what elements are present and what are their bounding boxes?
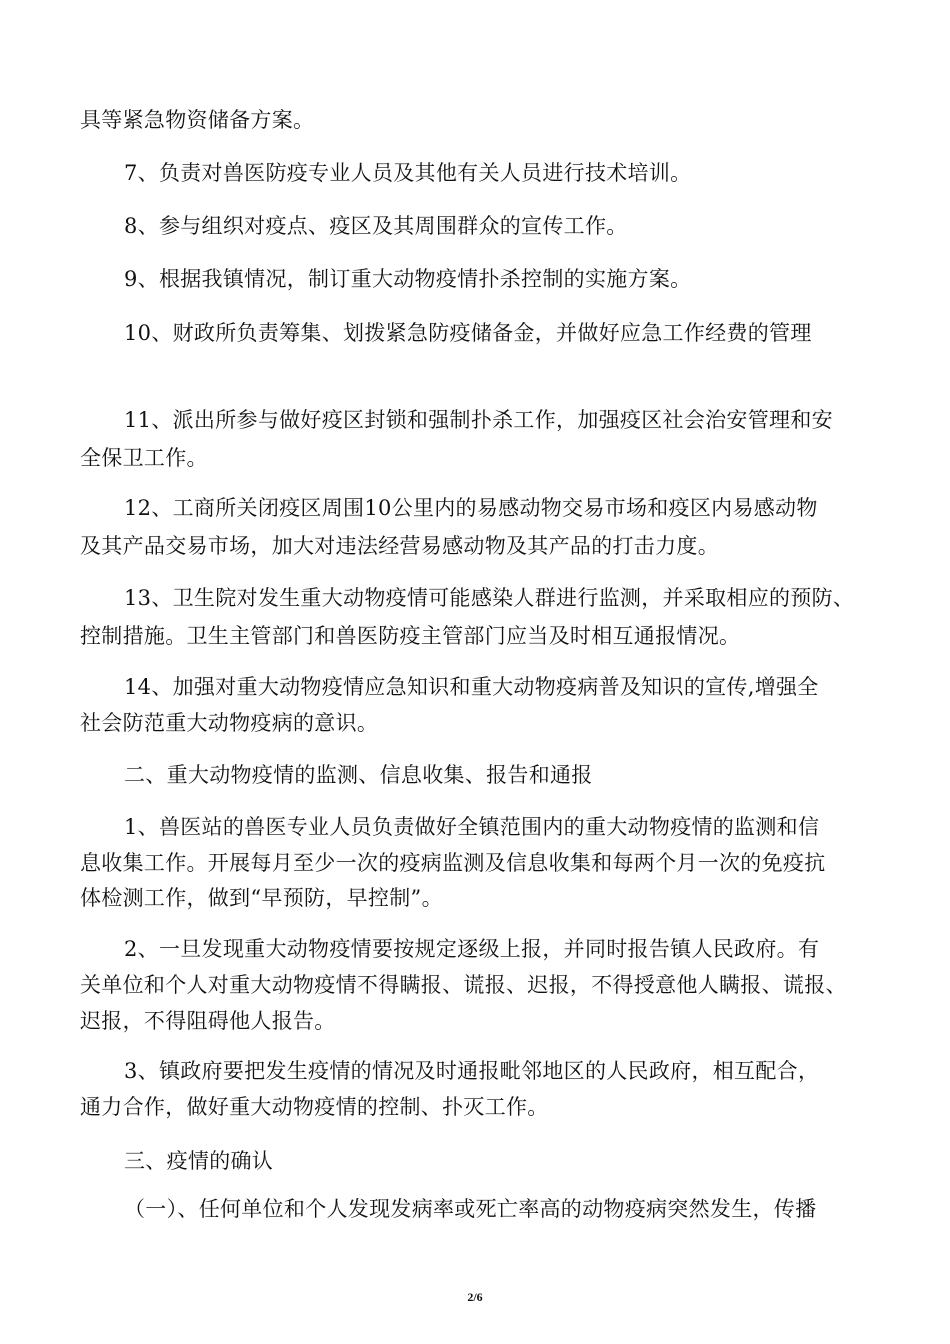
- text-line: 控制措施。卫生主管部门和兽医防疫主管部门应当及时相互通报情况。: [80, 624, 741, 648]
- text-line: 11、派出所参与做好疫区封锁和强制扑杀工作，加强疫区社会治安管理和安: [124, 408, 833, 432]
- text-line: 10、财政所负责筹集、划拨紧急防疫储备金，并做好应急工作经费的管理: [124, 321, 812, 345]
- text-line: 9、根据我镇情况，制订重大动物疫情扑杀控制的实施方案。: [124, 267, 692, 291]
- text-line: 及其产品交易市场，加大对违法经营易感动物及其产品的打击力度。: [80, 534, 719, 558]
- text-line: 具等紧急物资储备方案。: [80, 108, 315, 132]
- text-line: 1、兽医站的兽医专业人员负责做好全镇范围内的重大动物疫情的监测和信: [124, 815, 820, 839]
- text-line: 通力合作，做好重大动物疫情的控制、扑灭工作。: [80, 1095, 549, 1119]
- text-line: 3、镇政府要把发生疫情的情况及时通报毗邻地区的人民政府，相互配合，: [124, 1059, 820, 1083]
- page-number: 2/6: [467, 1290, 483, 1304]
- text-line: 关单位和个人对重大动物疫情不得瞒报、谎报、迟报，不得授意他人瞒报、谎报、: [80, 973, 847, 997]
- text-line: 息收集工作。开展每月至少一次的疫病监测及信息收集和每两个月一次的免疫抗: [80, 851, 826, 875]
- text-line: 13、卫生院对发生重大动物疫情可能感染人群进行监测，并采取相应的预防、: [124, 586, 855, 610]
- text-line: 2、一旦发现重大动物疫情要按规定逐级上报，并同时报告镇人民政府。有: [124, 937, 820, 961]
- text-line: 12、工商所关闭疫区周围10公里内的易感动物交易市场和疫区内易感动物: [124, 496, 818, 520]
- section-heading: 三、疫情的确认: [124, 1149, 274, 1173]
- text-line: （一）、任何单位和个人发现发病率或死亡率高的动物疫病突然发生，传播: [124, 1197, 817, 1221]
- text-line: 社会防范重大动物疫病的意识。: [80, 711, 379, 735]
- text-line: 7、负责对兽医防疫专业人员及其他有关人员进行技术培训。: [124, 161, 692, 185]
- text-line: 14、加强对重大动物疫情应急知识和重大动物疫病普及知识的宣传,增强全: [124, 675, 819, 699]
- text-line: 全保卫工作。: [80, 446, 208, 470]
- text-line: 体检测工作，做到“早预防，早控制”。: [80, 886, 443, 910]
- text-line: 8、参与组织对疫点、疫区及其周围群众的宣传工作。: [124, 214, 628, 238]
- text-line: 迟报，不得阻碍他人报告。: [80, 1009, 336, 1033]
- section-heading: 二、重大动物疫情的监测、信息收集、报告和通报: [124, 763, 593, 787]
